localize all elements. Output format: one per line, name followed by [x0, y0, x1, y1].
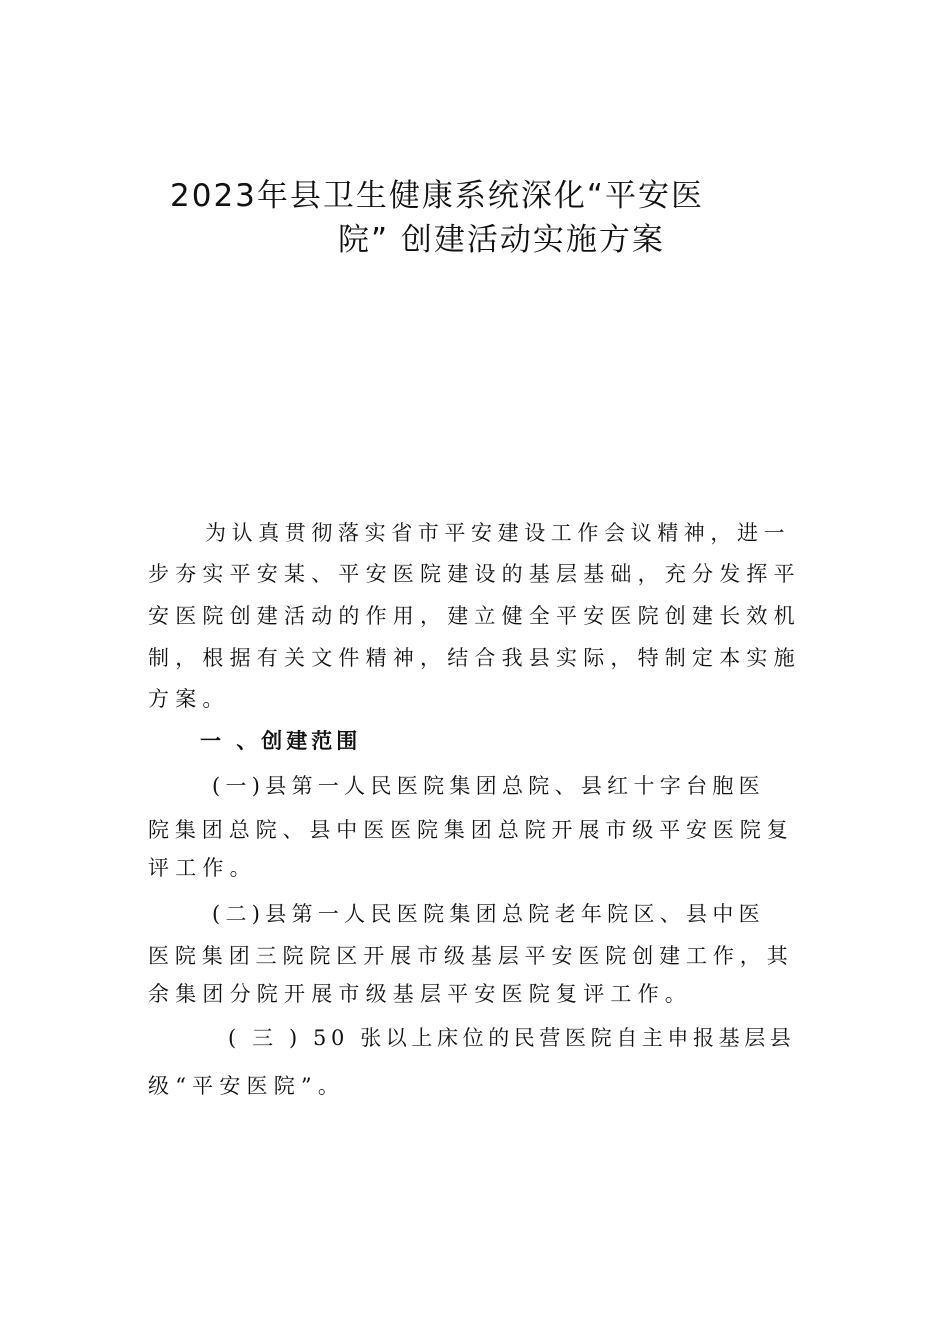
item-3-line: ( 三 ) 50 张以上床位的民营医院自主申报基层县: [228, 1026, 796, 1050]
intro-line: 为认真贯彻落实省市平安建设工作会议精神，进一: [205, 521, 791, 545]
document-title-line-1: 2023年县卫生健康系统深化“平安医: [170, 178, 704, 214]
item-2-line: (二)县第一人民医院集团总院老年院区、县中医: [212, 902, 765, 926]
intro-line: 安医院创建活动的作用，建立健全平安医院创建长效机: [148, 604, 801, 628]
section-heading: 一 、创建范围: [200, 729, 362, 753]
intro-line: 步夯实平安某、平安医院建设的基层基础，充分发挥平: [148, 562, 801, 586]
item-2-line: 医院集团三院院区开展市级基层平安医院创建工作，其: [148, 944, 794, 968]
intro-line: 方案。: [148, 687, 230, 711]
item-1-line: 评工作。: [148, 856, 257, 880]
item-1-line: (一)县第一人民医院集团总院、县红十字台胞医: [212, 774, 765, 798]
document-title-line-2: 院” 创建活动实施方案: [338, 222, 665, 258]
intro-line: 制，根据有关文件精神，结合我县实际，特制定本实施: [148, 646, 801, 670]
item-3-line: 级“平安医院”。: [148, 1074, 346, 1098]
item-2-line: 余集团分院开展市级基层平安医院复评工作。: [148, 982, 692, 1006]
item-1-line: 院集团总院、县中医医院集团总院开展市级平安医院复: [148, 818, 794, 842]
